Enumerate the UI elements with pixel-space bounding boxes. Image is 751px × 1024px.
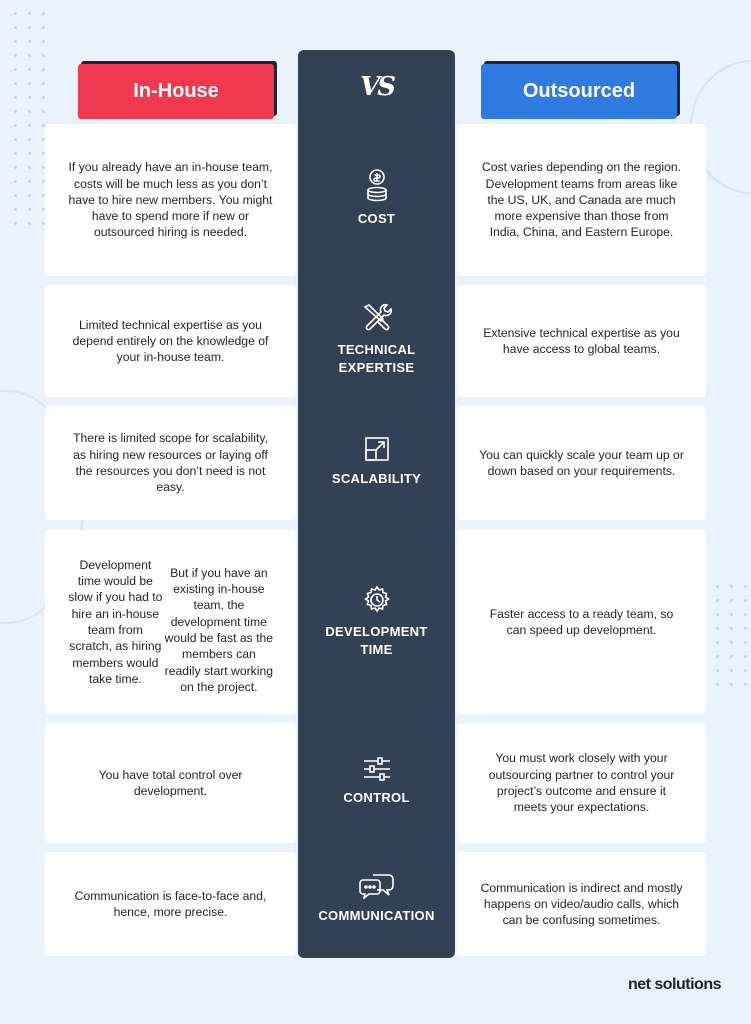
category-label: COST [357,211,396,226]
outsourced-card-development-time [457,530,706,714]
category-scalability [298,436,455,488]
outsourced-text: Cost varies depending on the region. Development teams from areas like the US, UK, and Canada are much more expensive than those from India, China, and Eastern Europe. [481,160,682,240]
outsourced-text: Extensive technical expertise as you have access to global teams. [483,325,680,356]
in-house-text: You have total control over development. [98,767,243,798]
outsourced-text: You must work closely with your outsourcing partner to control your project’s outcome and ensure it meets your expectations. [488,751,675,815]
outsourced-text: Communication is indirect and mostly happens on video/audio calls, which can be confusing sometimes. [480,880,683,928]
vs-label: VS [360,72,393,102]
in-house-card-control [45,723,296,843]
outsourced-card-technical-expertise [457,285,706,397]
in-house-text: But if you have an existing in-house team, the development time would be fast as the members can readily start working on the project. [164,565,274,694]
gear-clock-icon [362,585,392,615]
in-house-card-communication [45,852,296,956]
category-cost [298,168,455,228]
category-label: DEVELOPMENT [325,624,428,639]
outsourced-text: You can quickly scale your team up or down based on your requirements. [479,447,684,478]
background-dots [716,585,746,695]
outsourced-text: Faster access to a ready team, so can speed up development. [489,606,674,637]
in-house-text: If you already have an in-house team, costs will be much less as you don’t have to hire new members. You might have to spend more if new or outsourced hiring is needed. [68,160,273,240]
outsourced-card-control [457,723,706,843]
in-house-text: Communication is face-to-face and, hence, more precise. [74,888,267,919]
in-house-card-technical-expertise [45,285,296,397]
category-technical-expertise [298,301,455,377]
in-house-card-cost [45,124,296,276]
chat-bubbles-icon [359,871,395,899]
outsourced-card-cost [457,124,706,276]
scale-expand-icon [364,436,390,462]
category-label: COMMUNICATION [318,908,435,923]
in-house-card-scalability [45,406,296,520]
in-house-text: There is limited scope for scalability, as hiring new resources or laying off the resources you don’t need is not easy. [73,431,268,495]
category-control [298,757,455,807]
category-label: EXPERTISE [338,360,415,375]
outsourced-card-scalability [457,406,706,520]
net-solutions-logo: net solutions [627,976,721,993]
in-house-header: In-House [78,64,274,119]
category-label: CONTROL [343,790,410,805]
outsourced-header: Outsourced [481,64,677,119]
in-house-card-development-time [45,530,296,714]
category-label: SCALABILITY [331,471,422,486]
money-coins-icon [363,168,391,202]
in-house-text: Development time would be slow if you had to hire an in-house team from scratch, as hiring members would take time. [68,557,163,686]
tools-icon [361,301,393,333]
category-communication [298,871,455,925]
in-house-text: Limited technical expertise as you depend entirely on the knowledge of your in-house team. [72,317,269,365]
sliders-icon [362,757,392,781]
background-dots [14,12,44,232]
category-development-time [298,585,455,659]
outsourced-card-communication [457,852,706,956]
category-label: TIME [360,642,393,657]
category-label: TECHNICAL [337,342,416,357]
